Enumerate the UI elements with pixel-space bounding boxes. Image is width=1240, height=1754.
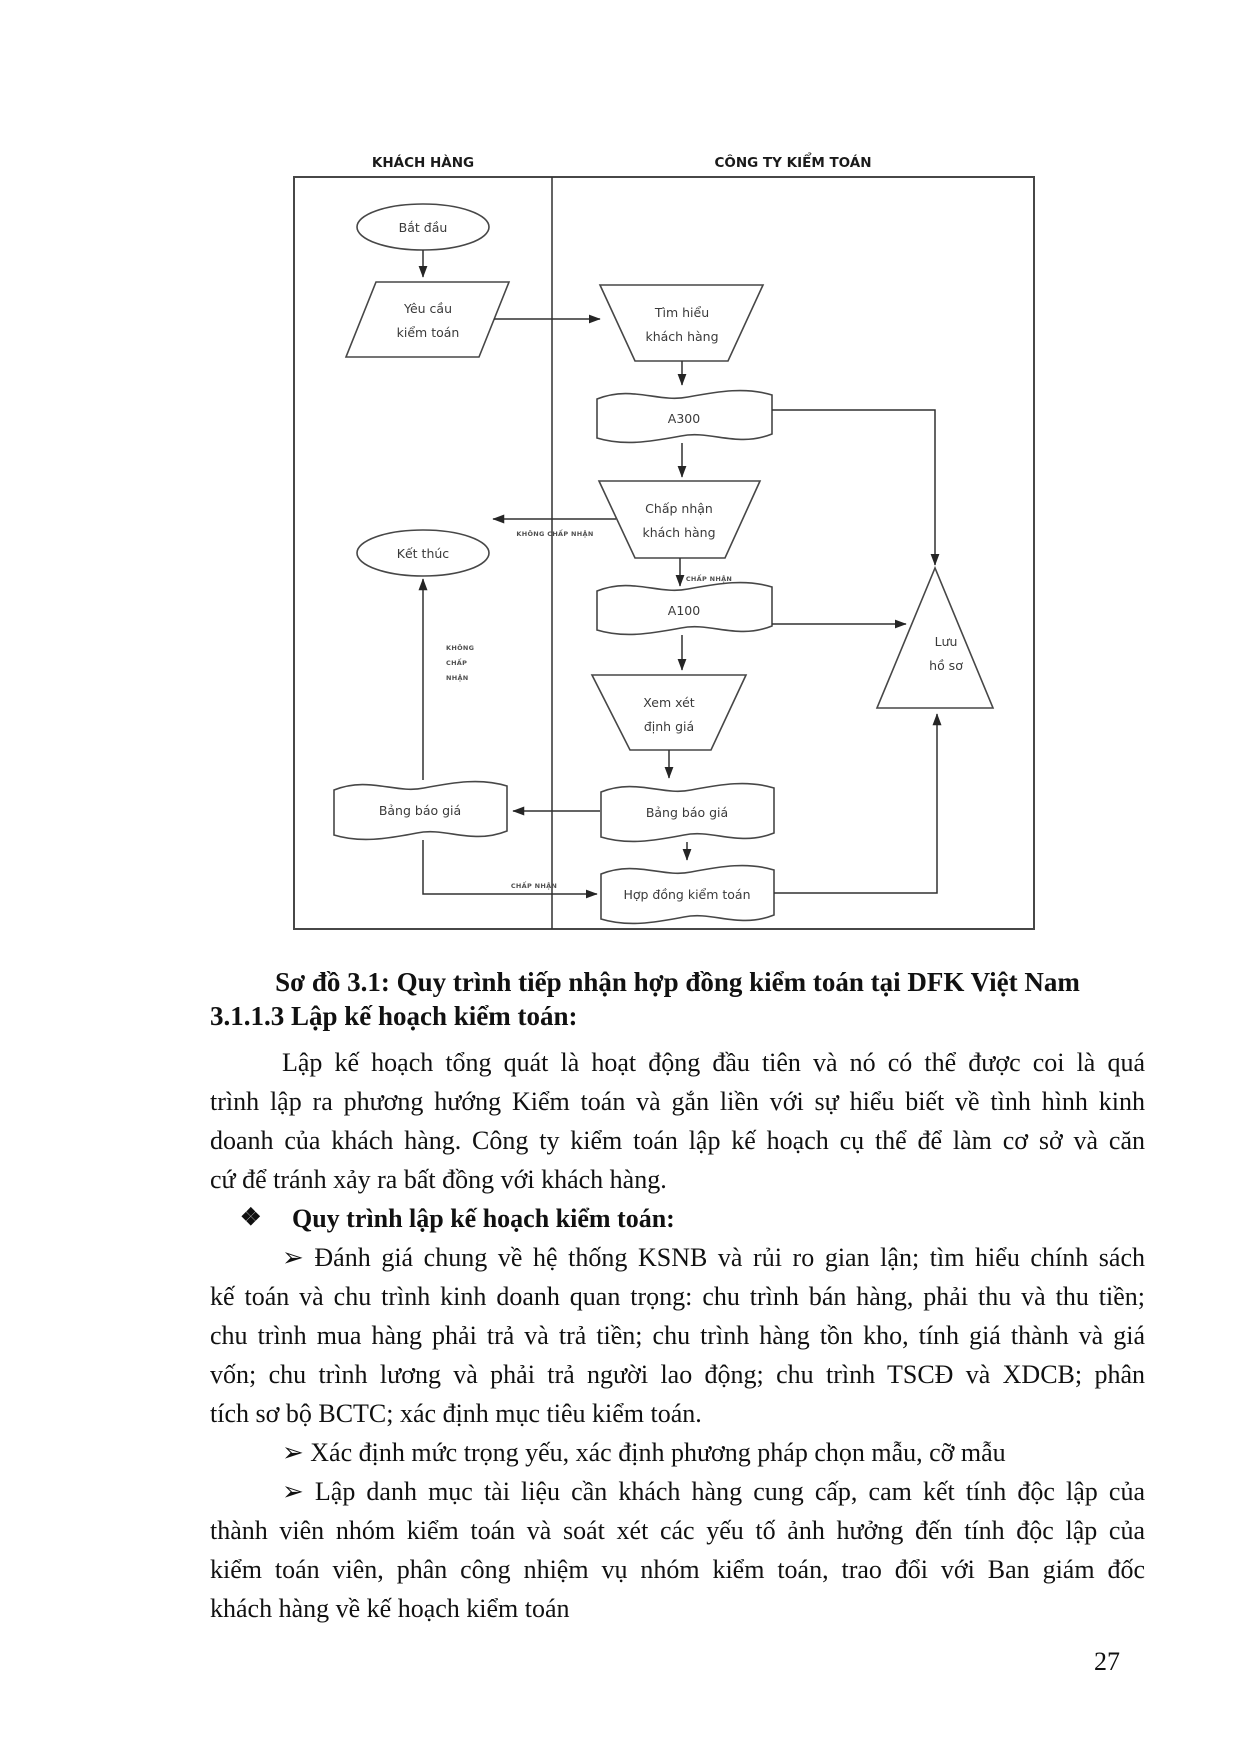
edge-label-not-accept-stack: KHÔNG	[446, 644, 475, 652]
bullet-line: thành viên nhóm kiểm toán và soát xét các yếu tố ảnh hưởng đến tính độc lập của	[210, 1516, 1145, 1545]
flow-node-review-pricing-label: Xem xét	[643, 695, 695, 710]
flow-node-start-label: Bắt đầu	[398, 220, 448, 235]
sub-heading-label: Quy trình lập kế hoạch kiểm toán:	[292, 1204, 675, 1233]
bullet-line: chu trình mua hàng phải trả và trả tiền; chu trình hàng tồn kho, tính giá thành và giá	[210, 1321, 1145, 1350]
flow-node-end-label: Kết thúc	[396, 546, 450, 561]
sub-heading	[210, 1199, 1145, 1238]
bullet-line: kiểm toán viên, phân công nhiệm vụ nhóm kiểm toán, trao đổi với Ban giám đốc	[210, 1555, 1145, 1584]
paragraph-line: trình lập ra phương hướng Kiểm toán và gắn liền với sự hiểu biết về tình hình kinh	[210, 1087, 1145, 1116]
body-text	[210, 1043, 1145, 1628]
flow-node-quote-left-label: Bảng báo giá	[378, 803, 462, 818]
page-number: 27	[1094, 1647, 1120, 1676]
lane-header-customer: KHÁCH HÀNG	[371, 155, 475, 171]
edge-label-not-accept-stack: NHẬN	[446, 674, 469, 682]
bullet-line: tích sơ bộ BCTC; xác định mục tiêu kiểm toán.	[210, 1399, 702, 1428]
flow-node-store-file-label: Lưu	[934, 634, 958, 649]
flow-node-accept-client-label: Chấp nhận	[645, 501, 713, 516]
flow-node-review-pricing-label: định giá	[643, 719, 695, 734]
flow-node-contract-label: Hợp đồng kiểm toán	[623, 887, 751, 902]
paragraph-line: doanh của khách hàng. Công ty kiểm toán lập kế hoạch cụ thể để làm cơ sở và căn	[210, 1126, 1145, 1155]
section-heading: 3.1.1.3 Lập kế hoạch kiểm toán:	[210, 1001, 578, 1031]
flow-node-audit-request-label: Yêu cầu	[403, 301, 453, 316]
edge-label-accept-bottom: CHẤP NHẬN	[510, 882, 558, 890]
flow-node-a100-label: A100	[667, 603, 701, 618]
bullet-line: ➢ Xác định mức trọng yếu, xác định phương pháp chọn mẫu, cỡ mẫu	[282, 1438, 1006, 1467]
lane-header-audit-company: CÔNG TY KIỂM TOÁN	[714, 155, 872, 171]
bullet-line: vốn; chu trình lương và phải trả người lao động; chu trình TSCĐ và XDCB; phân	[210, 1360, 1145, 1389]
flow-node-research-client-label: Tìm hiểu	[654, 305, 710, 320]
flow-node-quote-right-label: Bảng báo giá	[645, 805, 729, 820]
flow-node-a300-label: A300	[667, 411, 701, 426]
bullet-line: ➢ Lập danh mục tài liệu cần khách hàng cung cấp, cam kết tính độc lập của	[282, 1477, 1145, 1506]
diamond-bullet-icon: ❖	[240, 1205, 262, 1231]
bullet-line: kế toán và chu trình kinh doanh quan trọng: chu trình bán hàng, phải thu và thu tiền;	[210, 1282, 1145, 1311]
flowchart-diagram	[294, 143, 1034, 929]
flow-node-store-file-label: hồ sơ	[929, 658, 963, 673]
edge-label-not-accept-stack: CHẤP	[446, 659, 468, 667]
bullet-line: khách hàng về kế hoạch kiểm toán	[210, 1594, 570, 1623]
bullet-line: ➢ Đánh giá chung về hệ thống KSNB và rủi ro gian lận; tìm hiểu chính sách	[282, 1243, 1145, 1272]
paragraph-line: cứ để tránh xảy ra bất đồng với khách hàng.	[210, 1165, 667, 1194]
flow-node-audit-request-label: kiểm toán	[396, 325, 460, 340]
paragraph-line: Lập kế hoạch tổng quát là hoạt động đầu tiên và nó có thể được coi là quá	[282, 1048, 1145, 1077]
flow-node-research-client-label: khách hàng	[645, 329, 719, 344]
flowchart-svg	[294, 143, 1034, 929]
edge-label-not-accept: KHÔNG CHẤP NHẬN	[516, 530, 594, 538]
flow-node-accept-client-label: khách hàng	[642, 525, 716, 540]
edge-label-accept: CHẤP NHẬN	[685, 575, 733, 583]
figure-caption: Sơ đồ 3.1: Quy trình tiếp nhận hợp đồng kiểm toán tại DFK Việt Nam	[275, 967, 1080, 997]
